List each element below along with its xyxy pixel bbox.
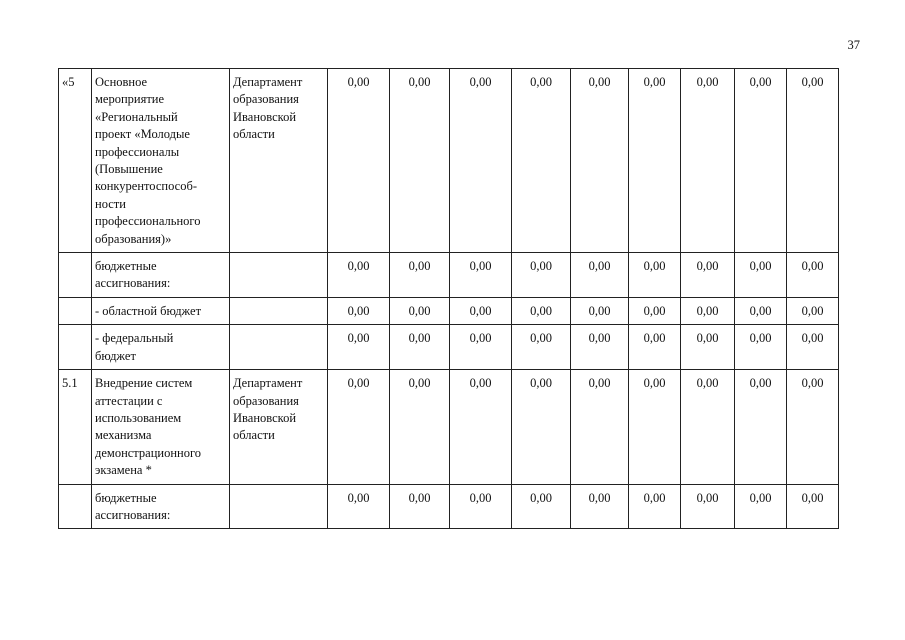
- row-value: 0,00: [512, 325, 571, 370]
- row-name: [92, 370, 230, 484]
- row-value: 0,00: [629, 253, 681, 298]
- row-name-line: Внедрение систем: [95, 376, 193, 391]
- row-value: 0,00: [787, 325, 839, 370]
- row-index: «5: [59, 69, 92, 253]
- row-value: 0,00: [787, 370, 839, 484]
- row-name-line: ности: [95, 196, 126, 211]
- row-value: 0,00: [629, 484, 681, 529]
- row-value: 0,00: [735, 253, 787, 298]
- row-value: 0,00: [328, 253, 390, 298]
- row-value: 0,00: [450, 325, 512, 370]
- row-executor: [230, 253, 328, 298]
- table-row: [59, 69, 839, 253]
- row-name-line: бюджетные: [95, 490, 157, 505]
- row-executor: [230, 370, 328, 484]
- row-value: 0,00: [571, 69, 629, 253]
- row-name-line: аттестации с: [95, 393, 163, 408]
- row-value: 0,00: [571, 253, 629, 298]
- row-name-line: - областной бюджет: [95, 303, 202, 318]
- row-name-line: демонстрационного: [95, 445, 202, 460]
- row-value: 0,00: [450, 69, 512, 253]
- row-value: 0,00: [571, 370, 629, 484]
- row-executor-line: образования: [233, 393, 299, 408]
- row-value: 0,00: [735, 69, 787, 253]
- row-value: 0,00: [629, 297, 681, 324]
- row-index: [59, 325, 92, 370]
- row-value: 0,00: [390, 484, 450, 529]
- row-name-line: бюджет: [95, 348, 136, 363]
- row-name-line: профессионалы: [95, 144, 180, 159]
- row-value: 0,00: [629, 69, 681, 253]
- row-value: 0,00: [681, 484, 735, 529]
- row-executor: [230, 325, 328, 370]
- page-number: 37: [847, 38, 860, 52]
- row-value: 0,00: [390, 325, 450, 370]
- row-name: [92, 325, 230, 370]
- row-value: 0,00: [328, 370, 390, 484]
- row-name-line: мероприятие: [95, 92, 165, 107]
- row-value: 0,00: [450, 297, 512, 324]
- row-executor-line: образования: [233, 92, 299, 107]
- row-value: 0,00: [681, 69, 735, 253]
- row-name-line: использованием: [95, 410, 182, 425]
- table-row: [59, 253, 839, 298]
- row-value: 0,00: [512, 297, 571, 324]
- row-name-line: (Повышение: [95, 162, 163, 177]
- row-value: 0,00: [681, 370, 735, 484]
- row-value: 0,00: [450, 253, 512, 298]
- row-name-line: бюджетные: [95, 259, 157, 274]
- row-name-line: Основное: [95, 75, 148, 89]
- row-executor: [230, 484, 328, 529]
- table-body: [59, 69, 839, 529]
- row-value: 0,00: [512, 253, 571, 298]
- row-name: [92, 484, 230, 529]
- row-value: 0,00: [512, 484, 571, 529]
- row-executor: [230, 297, 328, 324]
- row-executor-line: области: [233, 428, 275, 443]
- row-value: 0,00: [571, 297, 629, 324]
- table-row: [59, 297, 839, 324]
- row-value: 0,00: [735, 297, 787, 324]
- row-value: 0,00: [787, 253, 839, 298]
- row-value: 0,00: [390, 69, 450, 253]
- row-index: [59, 297, 92, 324]
- row-executor-line: Ивановской: [233, 109, 297, 124]
- row-name-line: механизма: [95, 428, 152, 443]
- row-executor-line: Ивановской: [233, 410, 297, 425]
- row-name: [92, 69, 230, 253]
- row-value: 0,00: [681, 297, 735, 324]
- row-name-line: ассигнования:: [95, 507, 171, 522]
- row-value: 0,00: [735, 484, 787, 529]
- row-value: 0,00: [571, 325, 629, 370]
- row-executor-line: Департамент: [233, 376, 303, 391]
- table-row: [59, 484, 839, 529]
- row-index: [59, 484, 92, 529]
- table-row: [59, 325, 839, 370]
- row-name-line: экзамена *: [95, 463, 152, 478]
- row-value: 0,00: [787, 484, 839, 529]
- row-value: 0,00: [390, 253, 450, 298]
- row-name: [92, 297, 230, 324]
- row-name-line: «Региональный: [95, 109, 178, 124]
- row-value: 0,00: [629, 325, 681, 370]
- table-row: [59, 370, 839, 484]
- row-value: 0,00: [787, 297, 839, 324]
- row-value: 0,00: [629, 370, 681, 484]
- row-value: 0,00: [681, 253, 735, 298]
- row-value: 0,00: [787, 69, 839, 253]
- row-name: [92, 253, 230, 298]
- row-value: 0,00: [450, 484, 512, 529]
- row-value: 0,00: [735, 325, 787, 370]
- row-index: 5.1: [59, 370, 92, 484]
- row-executor-line: Департамент: [233, 75, 303, 89]
- budget-table: [58, 68, 839, 529]
- row-value: 0,00: [512, 370, 571, 484]
- row-value: 0,00: [328, 484, 390, 529]
- row-value: 0,00: [328, 69, 390, 253]
- row-name-line: профессионального: [95, 214, 201, 229]
- row-index: [59, 253, 92, 298]
- row-name-line: - федеральный: [95, 331, 174, 346]
- row-name-line: ассигнования:: [95, 276, 171, 291]
- row-value: 0,00: [328, 325, 390, 370]
- row-value: 0,00: [390, 370, 450, 484]
- row-executor: [230, 69, 328, 253]
- row-value: 0,00: [390, 297, 450, 324]
- row-value: 0,00: [512, 69, 571, 253]
- row-value: 0,00: [681, 325, 735, 370]
- row-value: 0,00: [450, 370, 512, 484]
- row-name-line: проект «Молодые: [95, 127, 190, 142]
- row-executor-line: области: [233, 127, 275, 142]
- row-name-line: образования)»: [95, 231, 172, 246]
- row-name-line: конкурентоспособ-: [95, 179, 197, 194]
- row-value: 0,00: [735, 370, 787, 484]
- row-value: 0,00: [571, 484, 629, 529]
- row-value: 0,00: [328, 297, 390, 324]
